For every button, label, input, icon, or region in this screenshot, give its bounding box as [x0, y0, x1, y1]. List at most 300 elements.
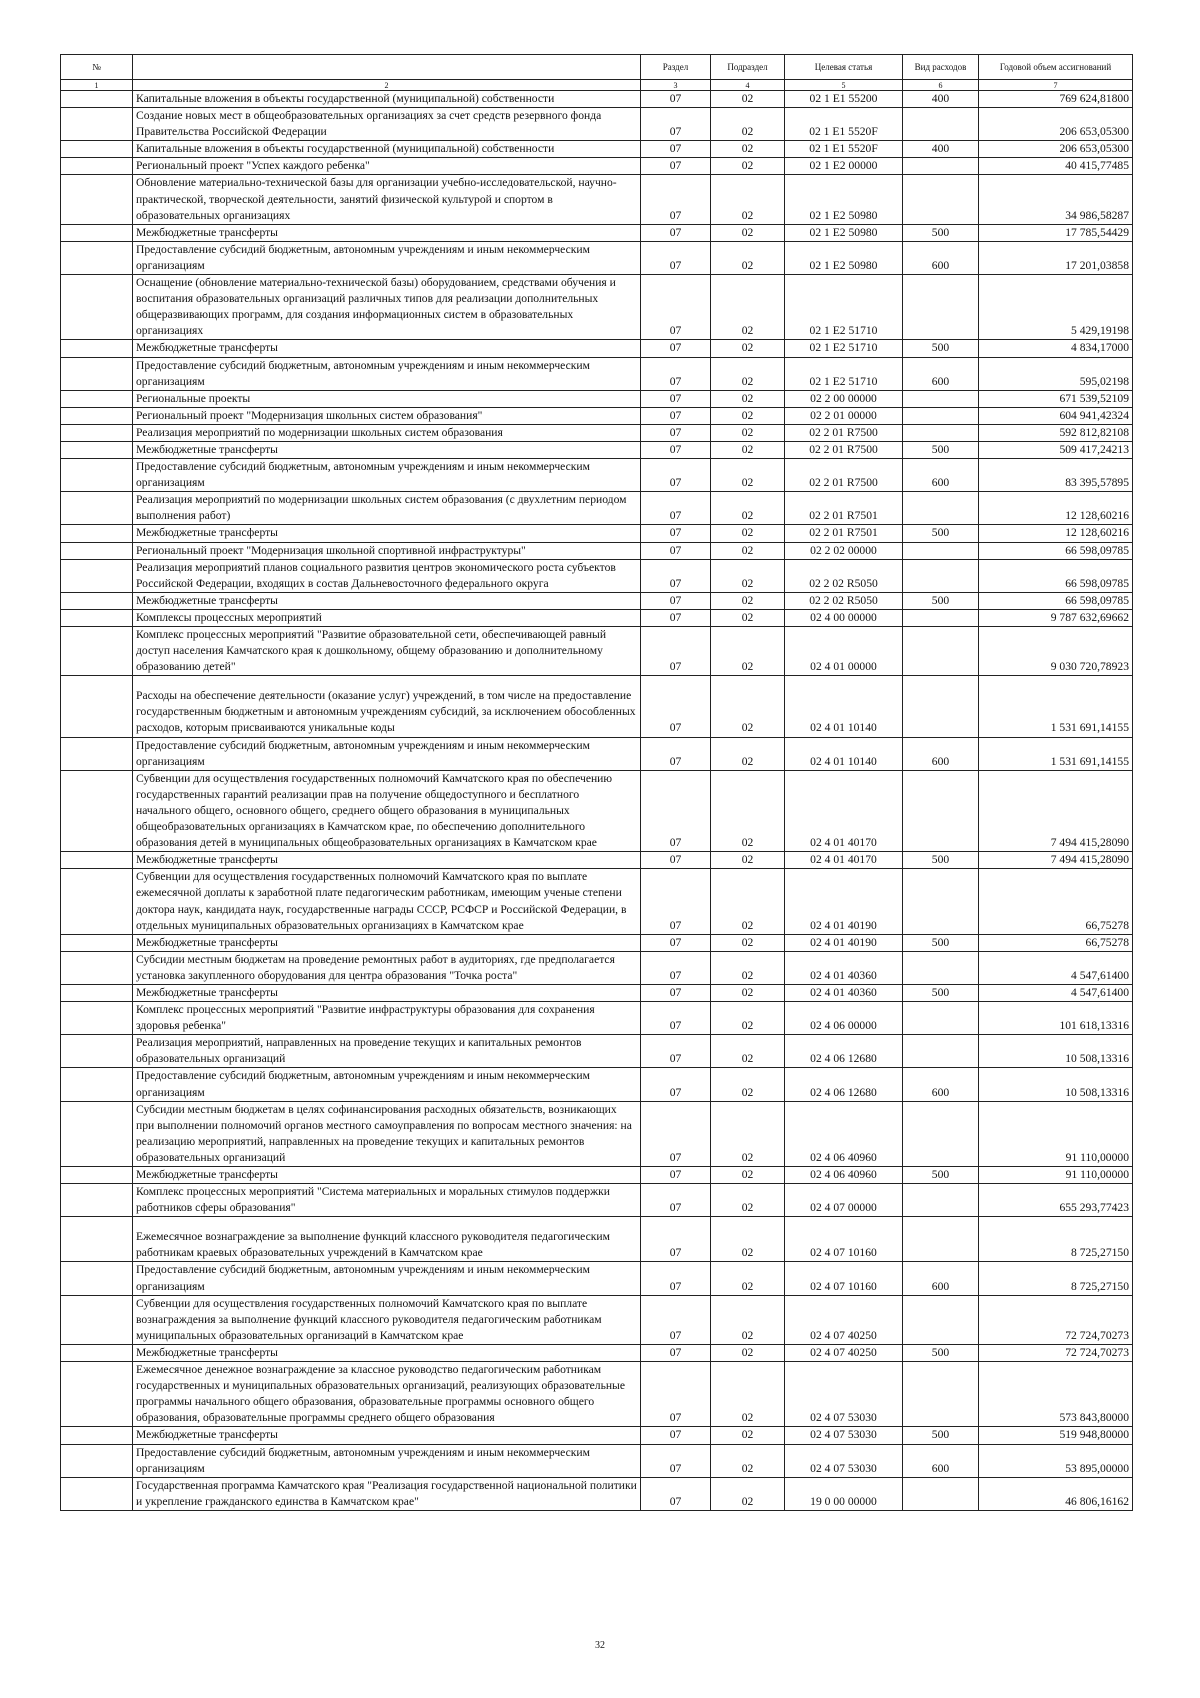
row-section-cell: 07	[641, 459, 711, 492]
table-row	[61, 627, 1133, 676]
row-name-cell: Региональный проект "Модернизация школьной спортивной инфраструктуры"	[133, 542, 641, 559]
row-num-cell	[61, 542, 133, 559]
row-section-cell: 07	[641, 275, 711, 340]
row-subsection-cell: 02	[711, 108, 785, 141]
row-num-cell	[61, 1184, 133, 1217]
row-name-cell: Межбюджетные трансферты	[133, 340, 641, 357]
row-num-cell	[61, 770, 133, 851]
row-subsection-cell: 02	[711, 1344, 785, 1361]
table-row	[61, 869, 1133, 934]
row-target-cell: 02 2 02 R5050	[785, 592, 903, 609]
row-section-cell: 07	[641, 627, 711, 676]
row-subsection-cell: 02	[711, 770, 785, 851]
row-amount-cell: 17 201,03858	[979, 241, 1133, 274]
row-name-cell: Расходы на обеспечение деятельности (оказание услуг) учреждений, в том числе на предоставление государственным бюджетным и автономным учреждениям субсидий, за исключением обособленных расходов, которым присваиваются уникальные коды	[133, 676, 641, 737]
row-kind-cell	[903, 1477, 979, 1510]
row-target-cell: 02 4 07 40250	[785, 1344, 903, 1361]
row-section-cell: 07	[641, 1101, 711, 1166]
row-kind-cell	[903, 609, 979, 626]
table-row	[61, 559, 1133, 592]
row-num-cell	[61, 934, 133, 951]
row-target-cell: 02 2 01 R7500	[785, 459, 903, 492]
row-amount-cell: 7 494 415,28090	[979, 770, 1133, 851]
row-name-cell: Ежемесячное вознаграждение за выполнение функций классного руководителя педагогическим работникам краевых образовательных учреждений в Камчатском крае	[133, 1217, 641, 1262]
table-row	[61, 1167, 1133, 1184]
row-amount-cell: 66 598,09785	[979, 542, 1133, 559]
row-num-cell	[61, 869, 133, 934]
row-num-cell	[61, 108, 133, 141]
row-subsection-cell: 02	[711, 224, 785, 241]
row-num-cell	[61, 390, 133, 407]
row-num-cell	[61, 1427, 133, 1444]
row-name-cell: Предоставление субсидий бюджетным, автономным учреждениям и иным некоммерческим организациям	[133, 1068, 641, 1101]
table-row	[61, 108, 1133, 141]
row-kind-cell: 600	[903, 357, 979, 390]
row-amount-cell: 655 293,77423	[979, 1184, 1133, 1217]
row-section-cell: 07	[641, 407, 711, 424]
row-amount-cell: 66,75278	[979, 869, 1133, 934]
row-kind-cell: 600	[903, 459, 979, 492]
row-num-cell	[61, 627, 133, 676]
row-name-cell: Межбюджетные трансферты	[133, 525, 641, 542]
row-amount-cell: 40 415,77485	[979, 158, 1133, 175]
row-subsection-cell: 02	[711, 1035, 785, 1068]
row-name-cell: Комплекс процессных мероприятий "Система материальных и моральных стимулов поддержки работников сферы образования"	[133, 1184, 641, 1217]
row-amount-cell: 101 618,13316	[979, 1002, 1133, 1035]
row-section-cell: 07	[641, 1444, 711, 1477]
row-kind-cell: 500	[903, 525, 979, 542]
row-num-cell	[61, 525, 133, 542]
row-amount-cell: 4 547,61400	[979, 984, 1133, 1001]
row-kind-cell: 500	[903, 340, 979, 357]
row-subsection-cell: 02	[711, 459, 785, 492]
row-num-cell	[61, 852, 133, 869]
row-amount-cell: 72 724,70273	[979, 1295, 1133, 1344]
row-subsection-cell: 02	[711, 934, 785, 951]
row-amount-cell: 12 128,60216	[979, 492, 1133, 525]
row-amount-cell: 12 128,60216	[979, 525, 1133, 542]
row-num-cell	[61, 91, 133, 108]
row-section-cell: 07	[641, 1427, 711, 1444]
row-section-cell: 07	[641, 1477, 711, 1510]
row-num-cell	[61, 951, 133, 984]
row-section-cell: 07	[641, 357, 711, 390]
row-amount-cell: 592 812,82108	[979, 424, 1133, 441]
row-name-cell: Комплекс процессных мероприятий "Развитие образовательной сети, обеспечивающей равный доступ населения Камчатского края к дошкольному, общему образованию и дополнительному образованию детей"	[133, 627, 641, 676]
row-section-cell: 07	[641, 441, 711, 458]
row-target-cell: 02 1 Е2 51710	[785, 357, 903, 390]
table-row	[61, 676, 1133, 737]
row-num-cell	[61, 1101, 133, 1166]
row-subsection-cell: 02	[711, 1002, 785, 1035]
row-section-cell: 07	[641, 525, 711, 542]
row-kind-cell: 500	[903, 224, 979, 241]
row-section-cell: 07	[641, 609, 711, 626]
row-section-cell: 07	[641, 770, 711, 851]
row-kind-cell	[903, 108, 979, 141]
row-num-cell	[61, 1002, 133, 1035]
column-number: 3	[641, 80, 711, 91]
row-num-cell	[61, 241, 133, 274]
row-section-cell: 07	[641, 737, 711, 770]
row-subsection-cell: 02	[711, 609, 785, 626]
table-row	[61, 340, 1133, 357]
budget-table	[60, 54, 1133, 1511]
row-target-cell: 02 4 01 40170	[785, 852, 903, 869]
table-row	[61, 1184, 1133, 1217]
row-target-cell: 19 0 00 00000	[785, 1477, 903, 1510]
row-section-cell: 07	[641, 1184, 711, 1217]
row-target-cell: 02 2 01 R7501	[785, 492, 903, 525]
row-target-cell: 02 4 01 40360	[785, 951, 903, 984]
row-subsection-cell: 02	[711, 492, 785, 525]
table-row	[61, 1035, 1133, 1068]
row-section-cell: 07	[641, 852, 711, 869]
row-num-cell	[61, 1167, 133, 1184]
table-row	[61, 984, 1133, 1001]
row-section-cell: 07	[641, 241, 711, 274]
row-subsection-cell: 02	[711, 627, 785, 676]
header-subsection: Подраздел	[711, 55, 785, 80]
table-row	[61, 424, 1133, 441]
row-subsection-cell: 02	[711, 241, 785, 274]
row-kind-cell: 500	[903, 1427, 979, 1444]
table-row	[61, 390, 1133, 407]
row-kind-cell	[903, 158, 979, 175]
row-kind-cell: 500	[903, 852, 979, 869]
row-target-cell: 02 1 Е1 55200	[785, 91, 903, 108]
row-name-cell: Межбюджетные трансферты	[133, 934, 641, 951]
row-kind-cell: 600	[903, 1068, 979, 1101]
row-target-cell: 02 4 07 40250	[785, 1295, 903, 1344]
row-target-cell: 02 4 00 00000	[785, 609, 903, 626]
row-name-cell: Субсидии местным бюджетам на проведение ремонтных работ в аудиториях, где предполагается установка закупленного оборудования для центра образования "Точка роста"	[133, 951, 641, 984]
row-name-cell: Субвенции для осуществления государственных полномочий Камчатского края по обеспечению государственных гарантий реализации прав на получение общедоступного и бесплатного начального общего, основного общего, среднего общего образования в муниципальных общеобразовательных организациях в Камчатском крае, по обеспечению дополнительного образования детей в муниципальных общеобразовательных организациях в Камчатском крае	[133, 770, 641, 851]
row-name-cell: Предоставление субсидий бюджетным, автономным учреждениям и иным некоммерческим организациям	[133, 459, 641, 492]
row-kind-cell: 400	[903, 91, 979, 108]
row-kind-cell: 500	[903, 1167, 979, 1184]
row-subsection-cell: 02	[711, 91, 785, 108]
row-subsection-cell: 02	[711, 407, 785, 424]
row-name-cell: Реализация мероприятий по модернизации школьных систем образования (с двухлетним периодом выполнения работ)	[133, 492, 641, 525]
row-subsection-cell: 02	[711, 951, 785, 984]
table-header-row	[61, 55, 1133, 80]
row-target-cell: 02 2 01 00000	[785, 407, 903, 424]
row-section-cell: 07	[641, 1344, 711, 1361]
row-name-cell: Межбюджетные трансферты	[133, 224, 641, 241]
table-row	[61, 525, 1133, 542]
row-kind-cell: 600	[903, 1444, 979, 1477]
table-row	[61, 1344, 1133, 1361]
row-num-cell	[61, 1444, 133, 1477]
row-section-cell: 07	[641, 91, 711, 108]
row-subsection-cell: 02	[711, 424, 785, 441]
row-name-cell: Реализация мероприятий, направленных на проведение текущих и капитальных ремонтов образовательных организаций	[133, 1035, 641, 1068]
row-kind-cell: 500	[903, 441, 979, 458]
row-amount-cell: 34 986,58287	[979, 175, 1133, 224]
row-kind-cell	[903, 1295, 979, 1344]
row-amount-cell: 206 653,05300	[979, 108, 1133, 141]
row-kind-cell	[903, 676, 979, 737]
row-num-cell	[61, 158, 133, 175]
row-subsection-cell: 02	[711, 1362, 785, 1427]
row-name-cell: Оснащение (обновление материально-технической базы) оборудованием, средствами обучения и воспитания образовательных организаций различных типов для реализации дополнительных общеразвивающих программ, для создания информационных систем в образовательных организациях	[133, 275, 641, 340]
row-target-cell: 02 4 01 10140	[785, 676, 903, 737]
row-section-cell: 07	[641, 984, 711, 1001]
table-row	[61, 1217, 1133, 1262]
row-num-cell	[61, 141, 133, 158]
row-name-cell: Предоставление субсидий бюджетным, автономным учреждениям и иным некоммерческим организациям	[133, 357, 641, 390]
header-target: Целевая статья	[785, 55, 903, 80]
row-kind-cell	[903, 390, 979, 407]
table-row	[61, 542, 1133, 559]
row-kind-cell	[903, 1362, 979, 1427]
column-number: 2	[133, 80, 641, 91]
row-subsection-cell: 02	[711, 1262, 785, 1295]
table-row	[61, 1068, 1133, 1101]
column-number: 7	[979, 80, 1133, 91]
row-target-cell: 02 4 06 00000	[785, 1002, 903, 1035]
row-section-cell: 07	[641, 542, 711, 559]
row-name-cell: Субвенции для осуществления государственных полномочий Камчатского края по выплате вознаграждения за выполнение функций классного руководителя педагогическим работникам муниципальных образовательных организаций в Камчатском крае	[133, 1295, 641, 1344]
row-amount-cell: 46 806,16162	[979, 1477, 1133, 1510]
row-subsection-cell: 02	[711, 275, 785, 340]
row-num-cell	[61, 676, 133, 737]
row-num-cell	[61, 357, 133, 390]
row-amount-cell: 8 725,27150	[979, 1262, 1133, 1295]
table-row	[61, 852, 1133, 869]
row-amount-cell: 66,75278	[979, 934, 1133, 951]
row-subsection-cell: 02	[711, 340, 785, 357]
table-row	[61, 770, 1133, 851]
row-kind-cell	[903, 869, 979, 934]
row-kind-cell: 600	[903, 1262, 979, 1295]
row-amount-cell: 10 508,13316	[979, 1035, 1133, 1068]
row-name-cell: Обновление материально-технической базы для организации учебно-исследовательской, научно-практической, творческой деятельности, занятий физической культурой и спортом в образовательных организациях	[133, 175, 641, 224]
row-target-cell: 02 4 07 10160	[785, 1217, 903, 1262]
row-amount-cell: 66 598,09785	[979, 592, 1133, 609]
budget-sheet	[60, 54, 1132, 1511]
row-name-cell: Предоставление субсидий бюджетным, автономным учреждениям и иным некоммерческим организациям	[133, 1262, 641, 1295]
row-subsection-cell: 02	[711, 852, 785, 869]
row-kind-cell	[903, 627, 979, 676]
row-amount-cell: 83 395,57895	[979, 459, 1133, 492]
column-number: 6	[903, 80, 979, 91]
row-subsection-cell: 02	[711, 592, 785, 609]
row-name-cell: Субсидии местным бюджетам в целях софинансирования расходных обязательств, возникающих при выполнении полномочий органов местного самоуправления по вопросам местного значения: на реализацию мероприятий, направленных на проведение текущих и капитальных ремонтов образовательных организаций	[133, 1101, 641, 1166]
row-section-cell: 07	[641, 224, 711, 241]
table-row	[61, 158, 1133, 175]
row-num-cell	[61, 1068, 133, 1101]
row-name-cell: Предоставление субсидий бюджетным, автономным учреждениям и иным некоммерческим организациям	[133, 737, 641, 770]
row-amount-cell: 671 539,52109	[979, 390, 1133, 407]
row-section-cell: 07	[641, 1035, 711, 1068]
row-target-cell: 02 4 01 00000	[785, 627, 903, 676]
row-name-cell: Межбюджетные трансферты	[133, 852, 641, 869]
row-kind-cell	[903, 424, 979, 441]
row-amount-cell: 573 843,80000	[979, 1362, 1133, 1427]
row-kind-cell	[903, 542, 979, 559]
row-subsection-cell: 02	[711, 1427, 785, 1444]
row-section-cell: 07	[641, 676, 711, 737]
row-target-cell: 02 4 07 10160	[785, 1262, 903, 1295]
row-kind-cell	[903, 492, 979, 525]
row-num-cell	[61, 1295, 133, 1344]
row-subsection-cell: 02	[711, 676, 785, 737]
table-row	[61, 407, 1133, 424]
table-row	[61, 1444, 1133, 1477]
row-name-cell: Региональный проект "Успех каждого ребенка"	[133, 158, 641, 175]
row-subsection-cell: 02	[711, 175, 785, 224]
row-num-cell	[61, 459, 133, 492]
row-target-cell: 02 2 00 00000	[785, 390, 903, 407]
row-subsection-cell: 02	[711, 984, 785, 1001]
table-row	[61, 224, 1133, 241]
row-num-cell	[61, 737, 133, 770]
row-num-cell	[61, 559, 133, 592]
row-subsection-cell: 02	[711, 1101, 785, 1166]
row-target-cell: 02 4 01 40170	[785, 770, 903, 851]
row-amount-cell: 17 785,54429	[979, 224, 1133, 241]
row-name-cell: Межбюджетные трансферты	[133, 1344, 641, 1361]
row-name-cell: Межбюджетные трансферты	[133, 984, 641, 1001]
row-section-cell: 07	[641, 869, 711, 934]
row-section-cell: 07	[641, 1262, 711, 1295]
row-target-cell: 02 2 02 R5050	[785, 559, 903, 592]
row-kind-cell: 500	[903, 1344, 979, 1361]
row-kind-cell	[903, 1101, 979, 1166]
row-num-cell	[61, 492, 133, 525]
row-num-cell	[61, 984, 133, 1001]
row-num-cell	[61, 1344, 133, 1361]
row-kind-cell	[903, 559, 979, 592]
header-amount: Годовой объем ассигнований	[979, 55, 1133, 80]
row-subsection-cell: 02	[711, 1295, 785, 1344]
row-amount-cell: 769 624,81800	[979, 91, 1133, 108]
row-kind-cell: 600	[903, 241, 979, 274]
row-section-cell: 07	[641, 1068, 711, 1101]
row-amount-cell: 1 531 691,14155	[979, 676, 1133, 737]
row-target-cell: 02 2 01 R7500	[785, 441, 903, 458]
row-subsection-cell: 02	[711, 441, 785, 458]
row-name-cell: Капитальные вложения в объекты государственной (муниципальной) собственности	[133, 141, 641, 158]
row-num-cell	[61, 424, 133, 441]
row-section-cell: 07	[641, 951, 711, 984]
row-target-cell: 02 2 01 R7500	[785, 424, 903, 441]
row-target-cell: 02 2 02 00000	[785, 542, 903, 559]
row-amount-cell: 66 598,09785	[979, 559, 1133, 592]
table-row	[61, 1002, 1133, 1035]
row-kind-cell: 500	[903, 934, 979, 951]
row-section-cell: 07	[641, 559, 711, 592]
row-name-cell: Реализация мероприятий планов социального развития центров экономического роста субъектов Российской Федерации, входящих в состав Дальневосточного федерального округа	[133, 559, 641, 592]
row-amount-cell: 9 787 632,69662	[979, 609, 1133, 626]
row-subsection-cell: 02	[711, 525, 785, 542]
row-name-cell: Субвенции для осуществления государственных полномочий Камчатского края по выплате ежемесячной доплаты к заработной плате педагогическим работникам, имеющим ученые степени доктора наук, кандидата наук, государственные награды СССР, РСФСР и Российской Федерации, в отдельных муниципальных образовательных организациях в Камчатском крае	[133, 869, 641, 934]
row-target-cell: 02 4 06 12680	[785, 1035, 903, 1068]
row-kind-cell	[903, 1184, 979, 1217]
row-subsection-cell: 02	[711, 869, 785, 934]
row-name-cell: Межбюджетные трансферты	[133, 1427, 641, 1444]
row-target-cell: 02 4 07 53030	[785, 1444, 903, 1477]
header-name	[133, 55, 641, 80]
row-num-cell	[61, 175, 133, 224]
row-subsection-cell: 02	[711, 1184, 785, 1217]
row-name-cell: Ежемесячное денежное вознаграждение за классное руководство педагогическим работникам государственных и муниципальных образовательных организаций, реализующих образовательные программы начального общего образования, образовательные программы основного общего образования, образовательные программы среднего общего образования	[133, 1362, 641, 1427]
row-target-cell: 02 1 Е2 51710	[785, 275, 903, 340]
row-subsection-cell: 02	[711, 737, 785, 770]
table-row	[61, 175, 1133, 224]
row-amount-cell: 91 110,00000	[979, 1167, 1133, 1184]
row-amount-cell: 206 653,05300	[979, 141, 1133, 158]
row-num-cell	[61, 340, 133, 357]
row-kind-cell	[903, 275, 979, 340]
row-target-cell: 02 2 01 R7501	[785, 525, 903, 542]
row-section-cell: 07	[641, 934, 711, 951]
row-name-cell: Комплекс процессных мероприятий "Развитие инфраструктуры образования для сохранения здоровья ребенка"	[133, 1002, 641, 1035]
row-name-cell: Предоставление субсидий бюджетным, автономным учреждениям и иным некоммерческим организациям	[133, 241, 641, 274]
row-target-cell: 02 1 Е2 00000	[785, 158, 903, 175]
header-section: Раздел	[641, 55, 711, 80]
row-target-cell: 02 4 06 40960	[785, 1101, 903, 1166]
row-num-cell	[61, 1362, 133, 1427]
row-name-cell: Межбюджетные трансферты	[133, 592, 641, 609]
row-name-cell: Региональные проекты	[133, 390, 641, 407]
table-row	[61, 609, 1133, 626]
column-number: 4	[711, 80, 785, 91]
row-subsection-cell: 02	[711, 141, 785, 158]
row-amount-cell: 604 941,42324	[979, 407, 1133, 424]
row-amount-cell: 509 417,24213	[979, 441, 1133, 458]
row-section-cell: 07	[641, 175, 711, 224]
row-subsection-cell: 02	[711, 1477, 785, 1510]
row-name-cell: Капитальные вложения в объекты государственной (муниципальной) собственности	[133, 91, 641, 108]
row-subsection-cell: 02	[711, 158, 785, 175]
row-kind-cell: 500	[903, 984, 979, 1001]
row-section-cell: 07	[641, 492, 711, 525]
table-body	[61, 91, 1133, 1511]
row-subsection-cell: 02	[711, 559, 785, 592]
row-amount-cell: 9 030 720,78923	[979, 627, 1133, 676]
row-target-cell: 02 4 01 40360	[785, 984, 903, 1001]
table-row	[61, 951, 1133, 984]
row-amount-cell: 10 508,13316	[979, 1068, 1133, 1101]
row-num-cell	[61, 592, 133, 609]
table-row	[61, 441, 1133, 458]
row-target-cell: 02 1 Е2 50980	[785, 224, 903, 241]
row-name-cell: Межбюджетные трансферты	[133, 1167, 641, 1184]
row-amount-cell: 7 494 415,28090	[979, 852, 1133, 869]
row-amount-cell: 4 834,17000	[979, 340, 1133, 357]
row-target-cell: 02 4 06 12680	[785, 1068, 903, 1101]
row-amount-cell: 595,02198	[979, 357, 1133, 390]
row-kind-cell	[903, 1217, 979, 1262]
column-number: 5	[785, 80, 903, 91]
table-row	[61, 459, 1133, 492]
row-kind-cell	[903, 1035, 979, 1068]
row-amount-cell: 72 724,70273	[979, 1344, 1133, 1361]
row-section-cell: 07	[641, 390, 711, 407]
row-num-cell	[61, 609, 133, 626]
table-row	[61, 1101, 1133, 1166]
row-subsection-cell: 02	[711, 1167, 785, 1184]
row-kind-cell	[903, 407, 979, 424]
row-amount-cell: 91 110,00000	[979, 1101, 1133, 1166]
row-section-cell: 07	[641, 1295, 711, 1344]
row-subsection-cell: 02	[711, 1217, 785, 1262]
column-number: 1	[61, 80, 133, 91]
table-row	[61, 241, 1133, 274]
